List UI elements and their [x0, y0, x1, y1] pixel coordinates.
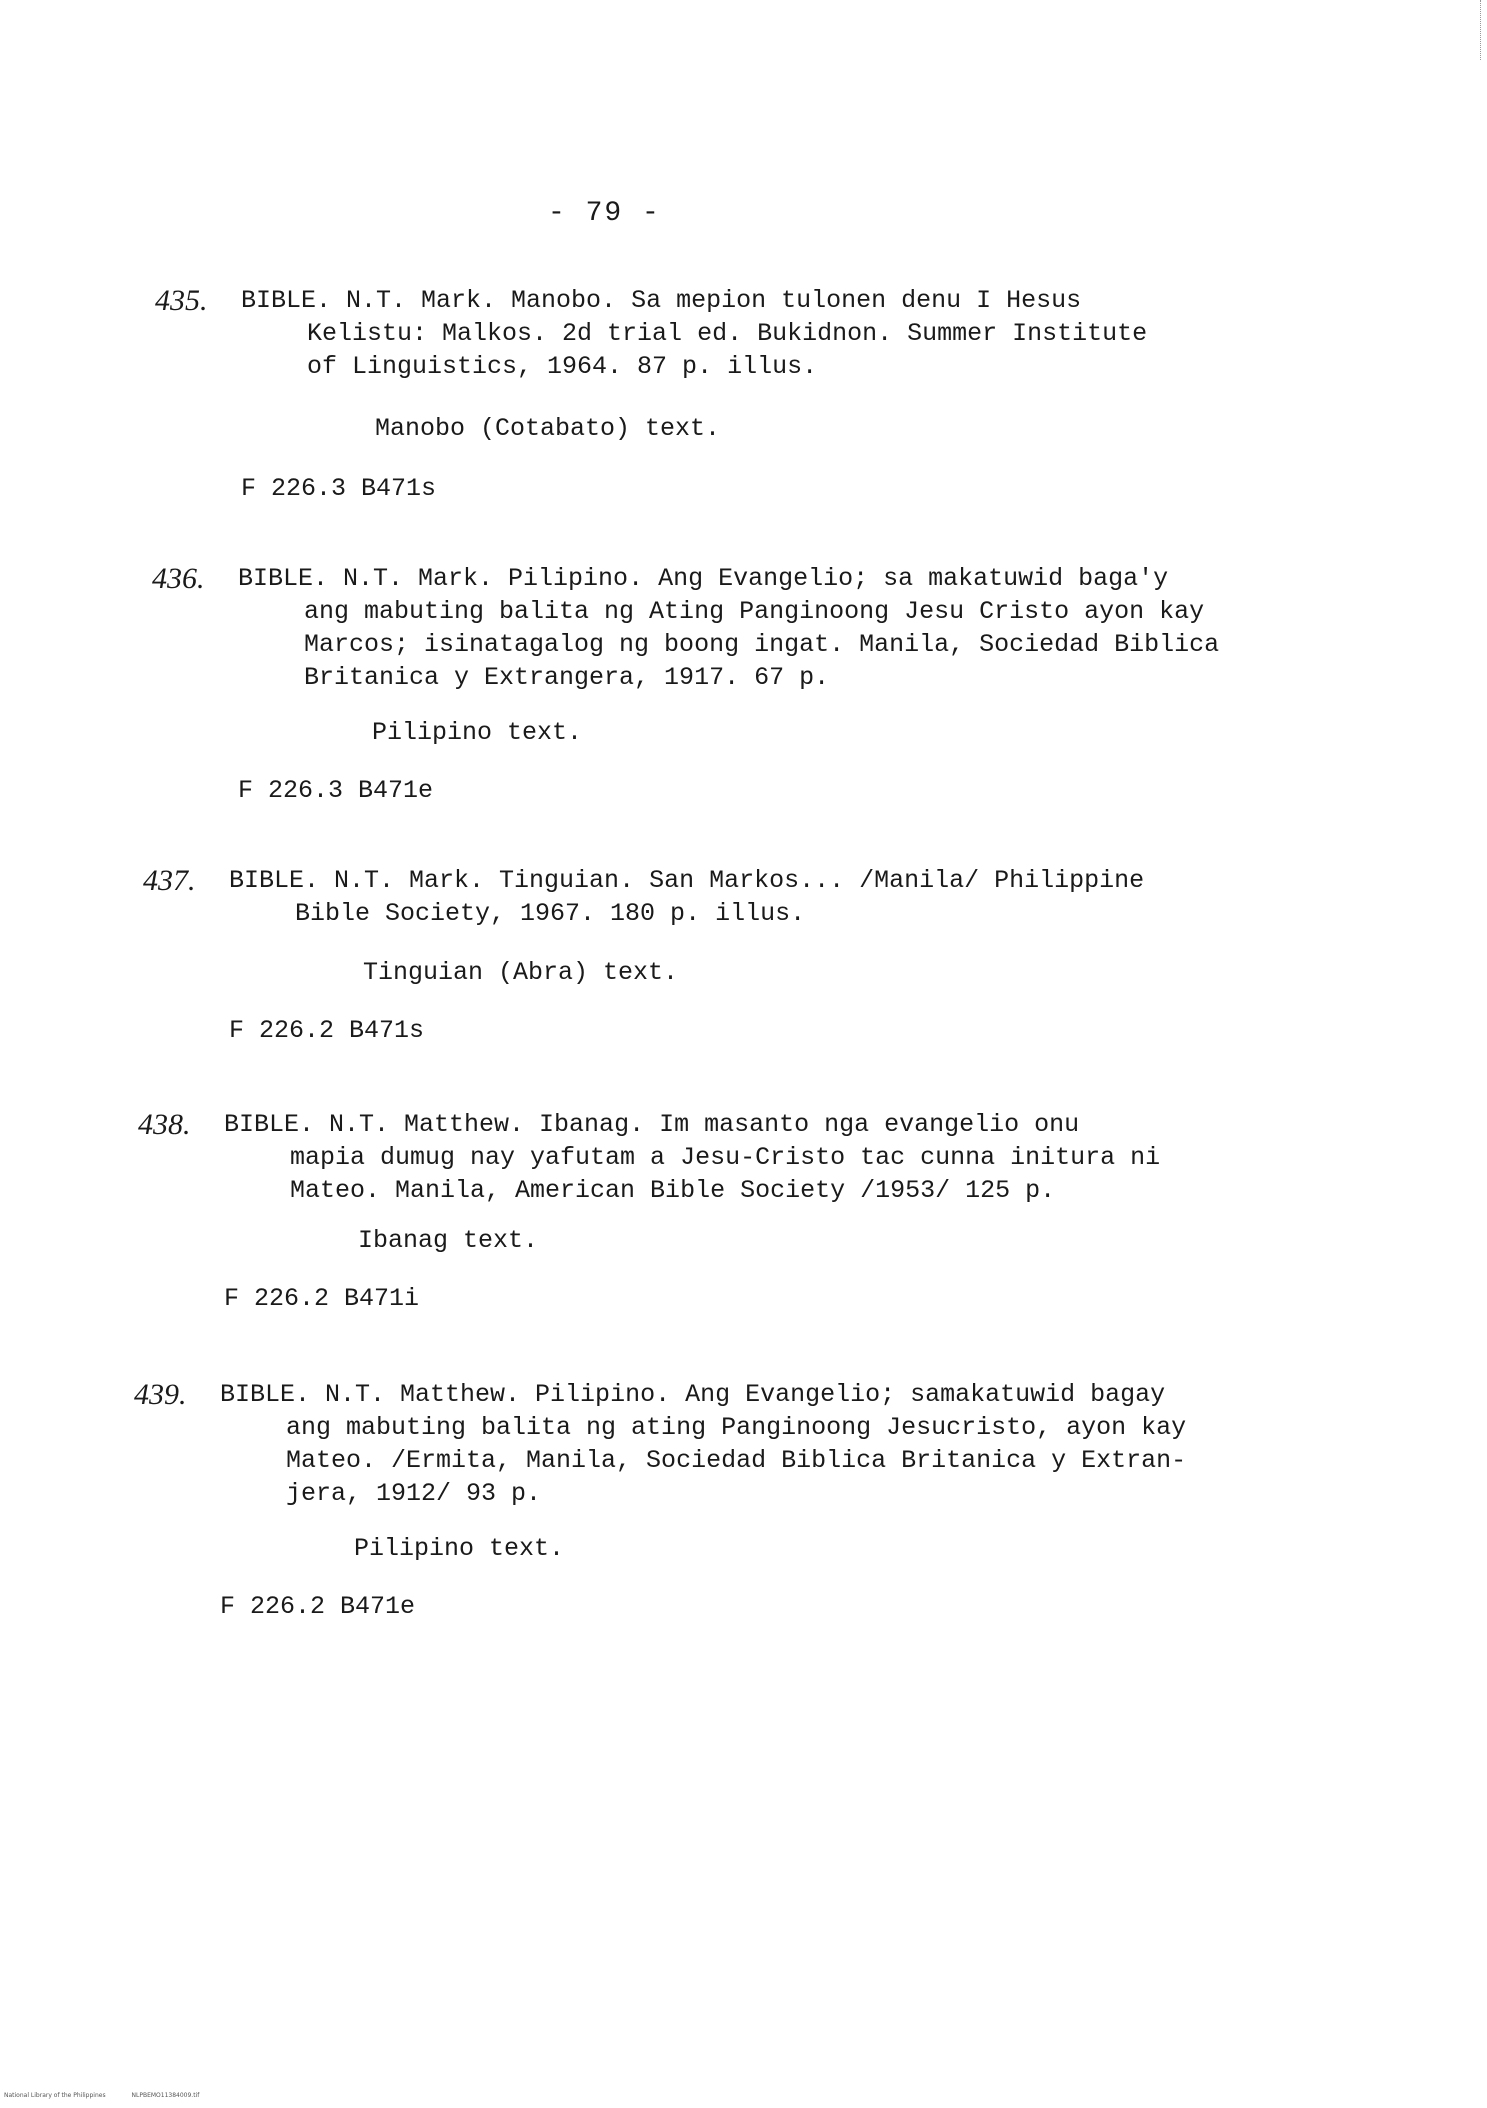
- entry-heading-line: BIBLE. N.T. Mark. Tinguian. San Markos... /Manila/ Philippine: [229, 866, 1145, 895]
- page-number: - 79 -: [548, 198, 661, 229]
- entry-call-number: F 226.3 B471e: [238, 776, 434, 805]
- entry-continuation-line: Marcos; isinatagalog ng boong ingat. Manila, Sociedad Biblica: [304, 630, 1220, 659]
- entry-continuation-line: ang mabuting balita ng Ating Panginoong Jesu Cristo ayon kay: [304, 597, 1205, 626]
- entry-continuation-line: Mateo. /Ermita, Manila, Sociedad Biblica Britanica y Extran-: [286, 1446, 1187, 1475]
- scan-edge-marks: [1480, 0, 1487, 60]
- entry-heading-line: BIBLE. N.T. Matthew. Pilipino. Ang Evangelio; samakatuwid bagay: [220, 1380, 1166, 1409]
- entry-continuation-line: ang mabuting balita ng ating Panginoong Jesucristo, ayon kay: [286, 1413, 1187, 1442]
- entry-continuation-line: mapia dumug nay yafutam a Jesu-Cristo tac cunna initura ni: [290, 1143, 1161, 1172]
- entry-number: 435.: [155, 284, 208, 317]
- entry-language-note: Pilipino text.: [372, 718, 583, 747]
- footer-library-name: National Library of the Philippines: [4, 2092, 106, 2099]
- scan-footer: [4, 2092, 223, 2099]
- entry-call-number: F 226.2 B471e: [220, 1592, 416, 1621]
- entry-continuation-line: Britanica y Extrangera, 1917. 67 p.: [304, 663, 830, 692]
- entry-language-note: Manobo (Cotabato) text.: [375, 414, 721, 443]
- entry-continuation-line: of Linguistics, 1964. 87 p. illus.: [307, 352, 818, 381]
- entry-heading-line: BIBLE. N.T. Matthew. Ibanag. Im masanto nga evangelio onu: [224, 1110, 1080, 1139]
- entry-call-number: F 226.2 B471s: [229, 1016, 425, 1045]
- entry-language-note: Ibanag text.: [358, 1226, 539, 1255]
- footer-file-name: NLPBEMO11384009.tif: [131, 2092, 200, 2099]
- entry-language-note: Pilipino text.: [354, 1534, 565, 1563]
- entry-heading-line: BIBLE. N.T. Mark. Pilipino. Ang Evangelio; sa makatuwid baga'y: [238, 564, 1169, 593]
- entry-call-number: F 226.3 B471s: [241, 474, 437, 503]
- entry-number: 438.: [138, 1108, 191, 1141]
- entry-number: 439.: [134, 1378, 187, 1411]
- entry-continuation-line: jera, 1912/ 93 p.: [286, 1479, 542, 1508]
- entry-continuation-line: Kelistu: Malkos. 2d trial ed. Bukidnon. Summer Institute: [307, 319, 1148, 348]
- entry-heading-line: BIBLE. N.T. Mark. Manobo. Sa mepion tulonen denu I Hesus: [241, 286, 1082, 315]
- entry-number: 437.: [143, 864, 196, 897]
- entry-continuation-line: Mateo. Manila, American Bible Society /1953/ 125 p.: [290, 1176, 1056, 1205]
- entry-language-note: Tinguian (Abra) text.: [363, 958, 679, 987]
- entry-call-number: F 226.2 B471i: [224, 1284, 420, 1313]
- entry-number: 436.: [152, 562, 205, 595]
- entry-continuation-line: Bible Society, 1967. 180 p. illus.: [295, 899, 806, 928]
